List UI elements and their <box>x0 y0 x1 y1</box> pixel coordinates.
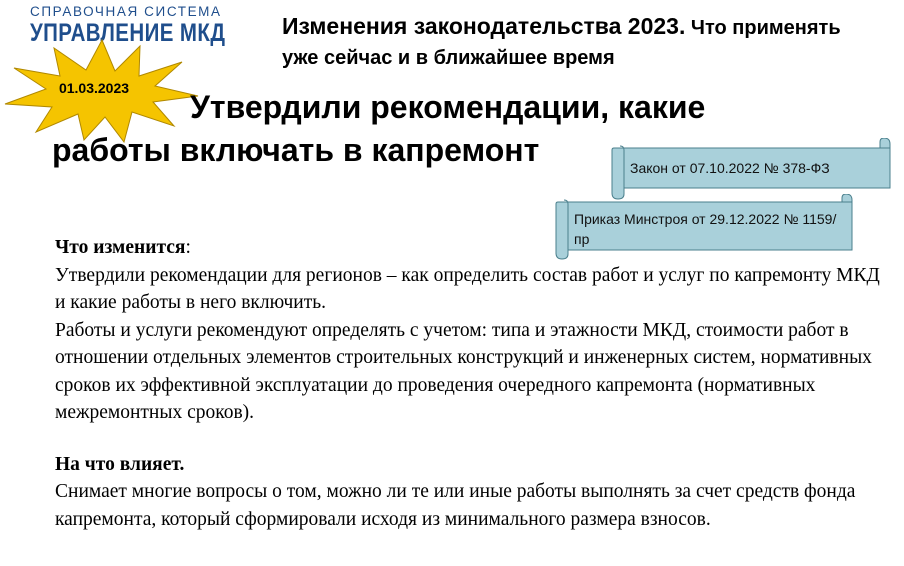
logo-subtitle: СПРАВОЧНАЯ СИСТЕМА <box>30 4 222 19</box>
header-title <box>282 11 862 73</box>
order-reference-text: Приказ Минстроя от 29.12.2022 № 1159/пр <box>574 211 837 247</box>
what-changes-heading-line <box>55 234 885 262</box>
headline-line-2: работы включать в капремонт <box>52 132 540 168</box>
law-reference-text: Закон от 07.10.2022 № 378-ФЗ <box>630 160 830 176</box>
header-title-bold: Изменения законодательства 2023. <box>282 13 686 39</box>
body-text <box>55 234 885 533</box>
section-spacer <box>55 427 885 451</box>
headline-line-1: Утвердили рекомендации, какие <box>190 89 706 125</box>
law-reference-scroll <box>610 138 892 200</box>
what-changes-paragraph-2: Работы и услуги рекомендуют определять с учетом: типа и этажности МКД, стоимости работ в отношении отдельных элементов строительных конструкций и инженерных систем, нормативных сроков их эффективной эксплуатации до проведения очередного капремонта (нормативных межремонтных сроков). <box>55 319 872 423</box>
what-changes-colon: : <box>185 237 191 258</box>
impact-heading: На что влияет. <box>55 453 185 475</box>
header-title-rest: Что применять уже сейчас и в ближайшее время <box>282 17 841 69</box>
logo-title: УПРАВЛЕНИЕ МКД <box>30 19 226 47</box>
what-changes-paragraph-1: Утвердили рекомендации для регионов – как определить состав работ и услуг по капремонту МКД и какие работы в него включить. <box>55 264 880 313</box>
what-changes-heading: Что изменится <box>55 237 186 258</box>
date-badge: 01.03.2023 <box>58 80 130 96</box>
impact-paragraph: Снимает многие вопросы о том, можно ли те или иные работы выполнять за счет средств фонда капремонта, который сформировали исходя из минимального размера взносов. <box>55 481 856 530</box>
impact-heading-line <box>55 451 885 479</box>
